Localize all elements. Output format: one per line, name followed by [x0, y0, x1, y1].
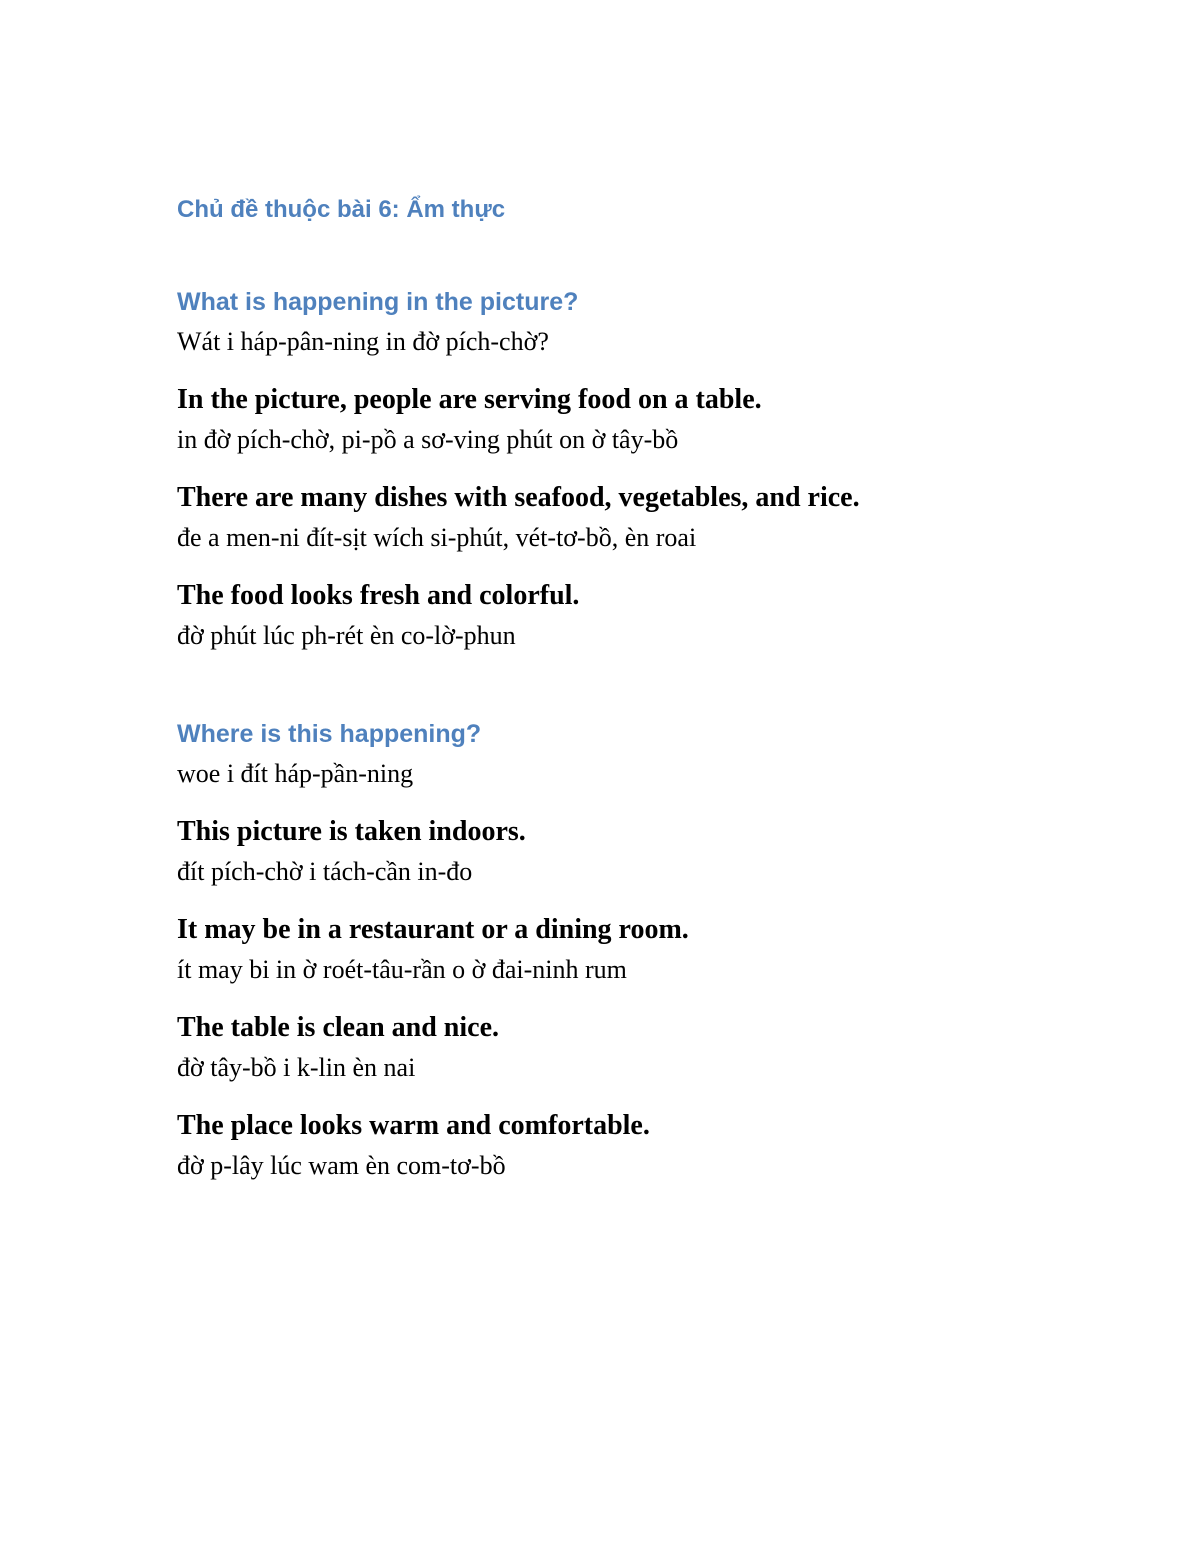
answer-item	[177, 478, 1127, 558]
answer-english: There are many dishes with seafood, vegetables, and rice.	[177, 482, 860, 513]
answer-phonetic: đờ p-lây lúc wam èn com-tơ-bồ	[177, 1151, 506, 1180]
answer-item	[177, 576, 1127, 656]
answer-item	[177, 1106, 1127, 1186]
topic-title: Chủ đề thuộc bài 6: Ẩm thực	[177, 196, 506, 223]
section-what-is-happening	[177, 282, 1127, 656]
answer-phonetic: ít may bi in ờ roét-tâu-rần o ờ đai-ninh rum	[177, 955, 627, 984]
answer-item	[177, 380, 1127, 460]
answer-phonetic: đe a men-ni đít-sịt wích si-phút, vét-tơ-bồ, èn roai	[177, 523, 697, 552]
section-question: What is happening in the picture?	[177, 288, 579, 316]
section-question: Where is this happening?	[177, 720, 482, 748]
answer-item	[177, 910, 1127, 990]
answer-phonetic: đít pích-chờ i tách-cần in-đo	[177, 857, 473, 886]
answer-phonetic: đờ phút lúc ph-rét èn co-lờ-phun	[177, 621, 516, 650]
answer-english: The place looks warm and comfortable.	[177, 1110, 650, 1141]
answer-phonetic: in đờ pích-chờ, pi-pồ a sơ-ving phút on ờ tây-bồ	[177, 425, 679, 454]
answer-phonetic: đờ tây-bồ i k-lin èn nai	[177, 1053, 416, 1082]
answer-english: The table is clean and nice.	[177, 1012, 500, 1043]
question-phonetic: Wát i háp-pân-ning in đờ pích-chờ?	[177, 327, 549, 356]
answer-english: The food looks fresh and colorful.	[177, 580, 580, 611]
answer-item	[177, 812, 1127, 892]
question-phonetic: woe i đít háp-pần-ning	[177, 759, 414, 788]
answer-english: It may be in a restaurant or a dining room.	[177, 914, 689, 945]
section-where-is-this	[177, 714, 1127, 1186]
document-body	[177, 190, 1127, 1204]
answer-english: This picture is taken indoors.	[177, 816, 526, 847]
answer-english: In the picture, people are serving food on a table.	[177, 384, 762, 415]
answer-item	[177, 1008, 1127, 1088]
